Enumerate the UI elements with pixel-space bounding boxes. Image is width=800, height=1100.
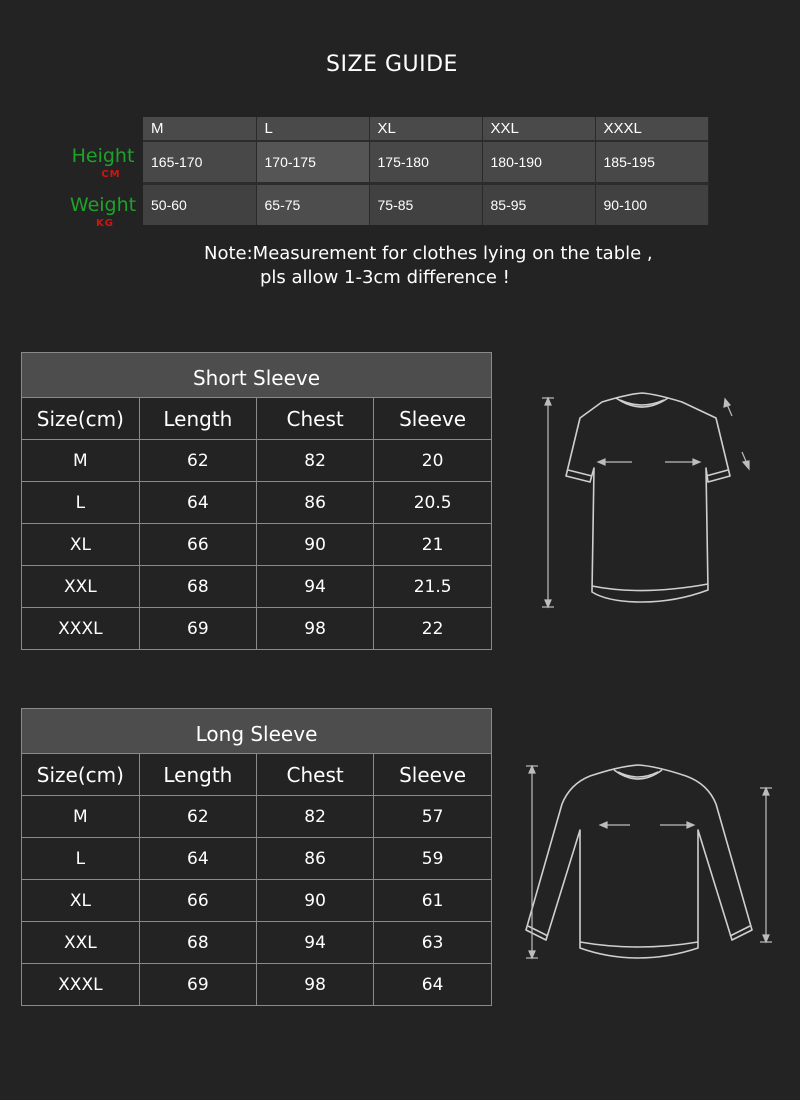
column-header: Sleeve — [374, 398, 491, 440]
length-cell: 69 — [139, 608, 256, 650]
size-cell: L — [256, 117, 369, 141]
chest-cell: 82 — [257, 796, 374, 838]
column-header: Size(cm) — [22, 398, 139, 440]
column-header: Chest — [257, 398, 374, 440]
sleeve-cell: 63 — [374, 922, 491, 964]
chest-cell: 98 — [257, 608, 374, 650]
long-sleeve-table — [21, 708, 492, 1006]
length-cell: 69 — [139, 964, 256, 1006]
chest-cell: 86 — [257, 838, 374, 880]
column-header: Size(cm) — [22, 754, 139, 796]
weight-cell: 75-85 — [369, 183, 482, 225]
long-sleeve-title: Long Sleeve — [22, 709, 491, 754]
table-row — [22, 524, 491, 566]
longsleeve-outline-icon — [520, 760, 780, 965]
sleeve-cell: 20.5 — [374, 482, 491, 524]
size-cell: XXL — [22, 922, 139, 964]
tshirt-outline-icon — [530, 390, 760, 615]
length-cell: 66 — [139, 880, 256, 922]
length-cell: 68 — [139, 566, 256, 608]
sleeve-cell: 21 — [374, 524, 491, 566]
short-sleeve-title: Short Sleeve — [22, 353, 491, 398]
table-row — [22, 482, 491, 524]
table-row — [22, 440, 491, 482]
height-row — [143, 141, 708, 183]
height-unit: CM — [101, 169, 121, 180]
size-cell: XL — [22, 880, 139, 922]
table-row — [22, 566, 491, 608]
height-cell: 175-180 — [369, 141, 482, 183]
table-header-row — [22, 754, 491, 796]
sleeve-cell: 61 — [374, 880, 491, 922]
size-cell: XL — [22, 524, 139, 566]
sleeve-cell: 21.5 — [374, 566, 491, 608]
chest-cell: 94 — [257, 922, 374, 964]
size-header-row — [143, 117, 708, 141]
sleeve-cell: 20 — [374, 440, 491, 482]
size-cell: M — [22, 796, 139, 838]
chest-cell: 94 — [257, 566, 374, 608]
short-sleeve-table — [21, 352, 492, 650]
weight-cell: 90-100 — [595, 183, 708, 225]
table-row — [22, 838, 491, 880]
table-row — [22, 608, 491, 650]
size-cell: XL — [369, 117, 482, 141]
weight-cell: 50-60 — [143, 183, 256, 225]
length-cell: 68 — [139, 922, 256, 964]
column-header: Length — [139, 754, 256, 796]
height-row-label — [70, 145, 136, 180]
weight-unit: KG — [96, 218, 114, 229]
height-cell: 165-170 — [143, 141, 256, 183]
weight-cell: 65-75 — [256, 183, 369, 225]
column-header: Sleeve — [374, 754, 491, 796]
size-height-weight-grid — [143, 117, 709, 225]
sleeve-cell: 22 — [374, 608, 491, 650]
measurement-note — [204, 242, 653, 290]
size-cell: XXXL — [22, 608, 139, 650]
chest-cell: 98 — [257, 964, 374, 1006]
height-cell: 180-190 — [482, 141, 595, 183]
weight-cell: 85-95 — [482, 183, 595, 225]
note-line-1: Note:Measurement for clothes lying on the table , — [204, 243, 653, 264]
length-cell: 64 — [139, 838, 256, 880]
column-header: Chest — [257, 754, 374, 796]
length-cell: 64 — [139, 482, 256, 524]
page-title: SIZE GUIDE — [326, 52, 458, 77]
sleeve-cell: 64 — [374, 964, 491, 1006]
size-cell: XXXL — [595, 117, 708, 141]
weight-label: Weight — [69, 194, 137, 216]
length-cell: 66 — [139, 524, 256, 566]
chest-cell: 86 — [257, 482, 374, 524]
table-row — [22, 796, 491, 838]
height-cell: 185-195 — [595, 141, 708, 183]
size-cell: L — [22, 838, 139, 880]
length-cell: 62 — [139, 796, 256, 838]
sleeve-cell: 57 — [374, 796, 491, 838]
size-cell: M — [143, 117, 256, 141]
chest-cell: 82 — [257, 440, 374, 482]
size-cell: XXL — [482, 117, 595, 141]
weight-row-label — [68, 194, 138, 229]
weight-row — [143, 183, 708, 225]
table-row — [22, 964, 491, 1006]
height-cell: 170-175 — [256, 141, 369, 183]
table-row — [22, 922, 491, 964]
size-cell: XXL — [22, 566, 139, 608]
column-header: Length — [139, 398, 256, 440]
chest-cell: 90 — [257, 524, 374, 566]
size-cell: XXXL — [22, 964, 139, 1006]
sleeve-cell: 59 — [374, 838, 491, 880]
size-cell: L — [22, 482, 139, 524]
length-cell: 62 — [139, 440, 256, 482]
note-line-2: pls allow 1-3cm difference ! — [260, 267, 510, 288]
table-header-row — [22, 398, 491, 440]
height-label: Height — [71, 145, 135, 167]
table-row — [22, 880, 491, 922]
chest-cell: 90 — [257, 880, 374, 922]
size-cell: M — [22, 440, 139, 482]
